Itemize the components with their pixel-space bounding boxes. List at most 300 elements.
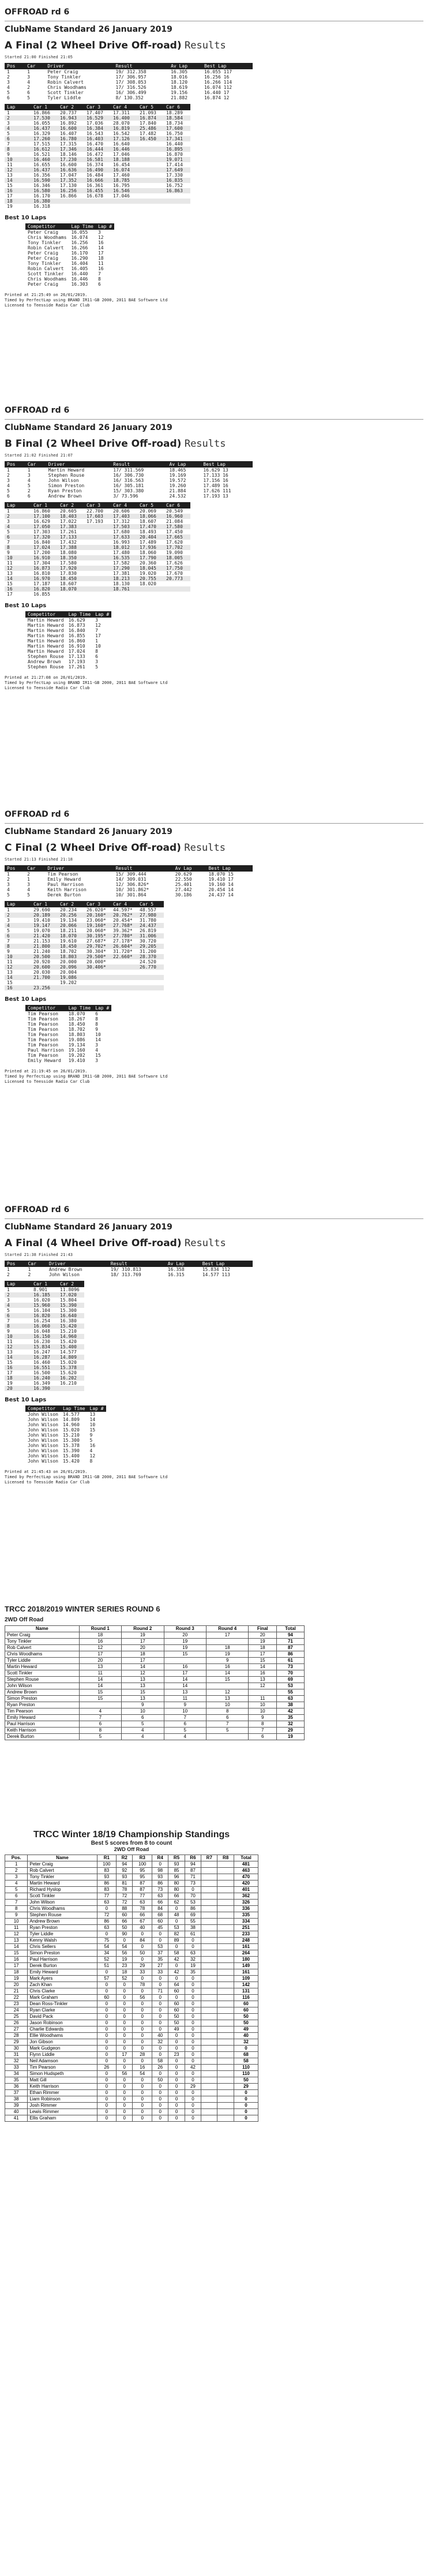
lap-cell: 20.096 xyxy=(58,964,84,970)
champ-cell: 0 xyxy=(185,2046,201,2052)
laps-row xyxy=(5,173,190,178)
champ-header-cell: R8 xyxy=(217,1855,234,1861)
laps-row xyxy=(5,167,190,173)
lap-cell: 8 xyxy=(5,147,31,152)
champ-cell: 48 xyxy=(168,1912,185,1919)
round-cell: 6 xyxy=(164,1721,206,1728)
laps-row xyxy=(5,115,190,121)
best-cell: 16.860 xyxy=(68,638,85,644)
results-cell: 1 xyxy=(28,1267,31,1272)
round-cell: Ryan Preston xyxy=(5,1702,80,1708)
lap-cell xyxy=(164,193,190,199)
champ-cell: 0 xyxy=(97,2058,117,2065)
results-cell: 18.070 15 xyxy=(208,872,234,877)
results-cell: 4 xyxy=(27,887,30,892)
champ-cell: 0 xyxy=(185,2109,201,2115)
champ-cell: 0 xyxy=(117,2109,133,2115)
champ-cell: Stephen Rouse xyxy=(28,1912,97,1919)
lap-cell: 17.503 xyxy=(111,524,137,529)
round-cell: 16 xyxy=(164,1664,206,1670)
lap-cell: 17.046 xyxy=(113,152,130,157)
lap-cell: 16.636 xyxy=(58,167,84,173)
results-cell: Emily Heward xyxy=(47,877,81,882)
best-cell: 3 xyxy=(95,1058,98,1063)
best-cell: 16.290 xyxy=(71,256,88,261)
best-cell: 3 xyxy=(95,659,98,664)
champ-cell: 18 xyxy=(5,1969,28,1976)
champ-cell: 0 xyxy=(117,1938,133,1944)
champ-cell: 0 xyxy=(168,2103,185,2109)
results-cell: 3 xyxy=(7,882,10,887)
best-cell: 18 xyxy=(97,256,104,261)
laps-row xyxy=(5,152,190,157)
results-cell: Andrew Brown xyxy=(48,1267,82,1272)
lap-cell: 24.437 xyxy=(137,923,164,928)
lap-cell: 20.920 xyxy=(33,959,50,964)
lap-cell: 12 xyxy=(5,167,31,173)
results-cell: 18/ 313.769 xyxy=(110,1272,141,1277)
round-cell: 18 xyxy=(207,1645,249,1651)
lap-cell xyxy=(84,529,111,534)
lap-cell: 17.840 xyxy=(140,121,156,126)
lap-cell: 14.809 xyxy=(58,1355,84,1360)
champ-cell: 80 xyxy=(168,1887,185,1893)
results-cell: 17.193 13 xyxy=(203,493,228,499)
round-cell: 14 xyxy=(122,1664,164,1670)
lap-cell: 16.437 xyxy=(31,126,58,131)
champ-cell: 87 xyxy=(133,1887,152,1893)
champ-cell: 27 xyxy=(5,2027,28,2033)
best-cell: 15.020 xyxy=(62,1427,80,1433)
lap-cell: 17.414 xyxy=(166,162,183,167)
laps-row xyxy=(5,560,190,566)
laps-header-row xyxy=(5,502,190,509)
round-cell: 9 xyxy=(122,1702,164,1708)
laps-row xyxy=(5,1375,84,1381)
results-cell: 2 xyxy=(7,877,10,882)
champ-cell: 53 xyxy=(152,1944,168,1950)
best-row xyxy=(25,1022,111,1027)
champ-cell xyxy=(217,1868,234,1874)
champ-cell xyxy=(217,2046,234,2052)
best-row xyxy=(25,644,111,649)
champ-cell: 68 xyxy=(152,1912,168,1919)
round-cell: 20 xyxy=(79,1658,121,1664)
champ-cell xyxy=(217,2109,234,2115)
round-cell: 9 xyxy=(249,1715,276,1721)
champ-row xyxy=(5,2046,258,2052)
laps-row xyxy=(5,514,190,519)
best-cell: 17.193 xyxy=(68,659,85,664)
round-row xyxy=(5,1734,305,1740)
lap-cell: 18.211 xyxy=(60,928,77,933)
results-cell: 21.884 xyxy=(169,488,186,493)
lap-cell: 16.892 xyxy=(60,121,77,126)
champ-cell: 0 xyxy=(234,2046,258,2052)
champ-cell: 0 xyxy=(117,2027,133,2033)
lap-cell: 7 xyxy=(7,939,10,944)
champ-cell: 90 xyxy=(117,1931,133,1938)
lap-cell xyxy=(111,975,137,980)
champ-cell: 0 xyxy=(234,2109,258,2115)
lap-cell: 17.290 xyxy=(111,566,137,571)
champ-cell: 0 xyxy=(97,2039,117,2046)
lap-cell: 20.454* xyxy=(113,918,133,923)
round-cell: 6 xyxy=(249,1734,276,1740)
champ-cell: 50 xyxy=(234,2077,258,2084)
race-times: Started 21:02 Finished 21:07 xyxy=(5,453,73,458)
lap-cell: 9 xyxy=(7,550,10,555)
champ-cell: 0 xyxy=(97,1906,117,1912)
round-row xyxy=(5,1689,305,1696)
round-cell: Scott Tinkler xyxy=(5,1670,80,1677)
champ-cell: 34 xyxy=(97,1950,117,1957)
lap-cell: 17.126 xyxy=(111,136,137,141)
laps-header-cell: Lap xyxy=(5,1281,31,1287)
lap-cell: 16.542 xyxy=(113,131,130,136)
champ-cell: Tim Pearson xyxy=(28,2065,97,2071)
lap-cell: 18.070 xyxy=(58,586,84,592)
lap-cell xyxy=(137,975,164,980)
lap-cell: 17.920 xyxy=(58,566,84,571)
champ-cell: 6 xyxy=(5,1893,28,1900)
lap-cell xyxy=(164,199,190,204)
lap-cell: 17.626 xyxy=(166,560,183,566)
round-cell: 14 xyxy=(164,1677,206,1683)
champ-cell xyxy=(201,1938,217,1944)
best-header-cell: Competitor xyxy=(25,611,66,618)
best-cell: Martin Heward xyxy=(28,628,64,633)
lap-cell: 16.450 xyxy=(137,136,164,141)
champ-cell: 40 xyxy=(133,1925,152,1931)
champ-row xyxy=(5,1887,258,1893)
lap-cell: 19.160* xyxy=(84,923,111,928)
champ-cell: 28 xyxy=(5,2033,28,2039)
round-header-cell: Round 2 xyxy=(122,1626,164,1632)
lap-cell: 25.486 xyxy=(137,126,164,131)
champ-cell: 0 xyxy=(185,2027,201,2033)
best-cell: 15.210 xyxy=(62,1433,80,1438)
champ-cell xyxy=(217,1944,234,1950)
best-cell: 12 xyxy=(97,235,104,240)
results-cell: 19.169 xyxy=(169,473,186,478)
best-cell: 14.809 xyxy=(62,1417,80,1422)
lap-cell: 27.980 xyxy=(137,913,164,918)
results-cell: 16.074 112 xyxy=(204,85,232,90)
champ-header-cell: Name xyxy=(28,1855,97,1861)
results-cell: 19.160 14 xyxy=(208,882,234,887)
champ-cell: 0 xyxy=(97,1969,117,1976)
champ-cell: 33 xyxy=(133,1969,152,1976)
champ-row xyxy=(5,2115,258,2122)
results-row xyxy=(5,882,253,887)
lap-cell: 17.381 xyxy=(113,571,130,576)
results-cell: 6 xyxy=(7,95,10,100)
champ-cell: 0 xyxy=(152,2001,168,2007)
best-cell: Scott Tinkler xyxy=(28,271,64,276)
champ-header-row xyxy=(5,1855,258,1861)
champ-cell: Matt Gill xyxy=(28,2077,97,2084)
champ-row xyxy=(5,1982,258,1988)
champ-cell: 58 xyxy=(234,2058,258,2065)
champ-row xyxy=(5,1880,258,1887)
champ-cell: Neil Adamson xyxy=(28,2058,97,2065)
lap-cell: 18.607 xyxy=(140,519,156,524)
champ-cell: 0 xyxy=(234,2090,258,2096)
lap-cell: 21.420 xyxy=(31,933,58,939)
champ-cell: 17 xyxy=(117,2052,133,2058)
champ-cell: 40 xyxy=(5,2109,28,2115)
lap-cell: 15.620 xyxy=(60,1370,77,1375)
lap-cell: 17.187 xyxy=(33,581,50,586)
laps-row xyxy=(5,571,190,576)
lap-cell: 6 xyxy=(5,1313,31,1318)
lap-cell: 16.600 xyxy=(58,126,84,131)
champ-cell: 35 xyxy=(5,2077,28,2084)
lap-cell: 28.370 xyxy=(137,954,164,959)
lap-cell: 17.260 xyxy=(31,136,58,141)
champ-cell: 0 xyxy=(185,1938,201,1944)
champ-cell: 0 xyxy=(133,2058,152,2065)
champ-cell: 9 xyxy=(5,1912,28,1919)
champ-cell: 326 xyxy=(234,1900,258,1906)
lap-cell xyxy=(84,204,111,209)
final-title xyxy=(5,40,423,51)
round-cell: 7 xyxy=(249,1728,276,1734)
round-cell: 17 xyxy=(79,1651,121,1658)
results-cell: John Wilson xyxy=(48,478,79,483)
laps-row xyxy=(5,1370,84,1375)
lap-cell: 16.855 xyxy=(33,592,50,597)
best-cell: 16.055 xyxy=(71,230,88,235)
lap-cell: 18.005 xyxy=(164,555,190,560)
footer xyxy=(5,1470,423,1485)
round-cell: 18 xyxy=(79,1632,121,1639)
champ-cell: 0 xyxy=(234,2115,258,2122)
lap-cell: 16.600 xyxy=(60,162,77,167)
champ-cell xyxy=(201,1893,217,1900)
champ-cell xyxy=(201,1931,217,1938)
lap-cell: 17.193 xyxy=(87,519,103,524)
best-row xyxy=(25,638,111,644)
lap-cell: 19.070 xyxy=(33,928,50,933)
round-cell: 4 xyxy=(164,1734,206,1740)
champ-cell xyxy=(201,2065,217,2071)
lap-cell: 16 xyxy=(5,1365,31,1370)
round-cell: 71 xyxy=(276,1639,304,1645)
lap-cell: 16.529 xyxy=(84,115,111,121)
best-cell: 12 xyxy=(95,623,101,628)
results-row xyxy=(5,892,253,898)
lap-cell xyxy=(137,204,164,209)
champ-cell: 78 xyxy=(117,1887,133,1893)
lap-cell: 18.188 xyxy=(111,157,137,162)
champ-cell xyxy=(201,1988,217,1995)
laps-row xyxy=(5,136,190,141)
lap-cell: 20.605 xyxy=(60,509,77,514)
lap-cell: 20.762* xyxy=(111,913,137,918)
best-cell: 16.440 xyxy=(71,271,88,276)
results-header-cell: Best Lap xyxy=(206,865,253,872)
lap-cell: 5 xyxy=(7,1308,10,1313)
champ-header-cell: R2 xyxy=(117,1855,133,1861)
lap-cell xyxy=(137,141,164,147)
champ-cell: 0 xyxy=(152,2027,168,2033)
lap-cell: 30.195* xyxy=(84,933,111,939)
lap-cell: 17.665 xyxy=(164,534,190,540)
laps-row xyxy=(5,964,164,970)
lap-cell: 17.600 xyxy=(164,126,190,131)
results-cell: 8/ 130.352 xyxy=(115,95,144,100)
round-cell: 19 xyxy=(164,1645,206,1651)
lap-cell: 17.407 xyxy=(87,110,103,115)
champ-cell: 50 xyxy=(234,2020,258,2027)
lap-cell: 20.549 xyxy=(166,509,183,514)
lap-cell xyxy=(111,970,137,975)
round-cell: Stephen Rouse xyxy=(5,1677,80,1683)
results-cell: 16.055 117 xyxy=(204,69,232,74)
lap-cell: 4 xyxy=(5,923,31,928)
lap-cell: 16.546 xyxy=(111,188,137,193)
results-cell: Chris Woodhams xyxy=(47,85,87,90)
best-laps-table xyxy=(25,611,111,670)
lap-cell: 26.770 xyxy=(137,964,164,970)
champ-cell xyxy=(217,1963,234,1969)
lap-cell: 17.670 xyxy=(166,571,183,576)
champ-row xyxy=(5,1988,258,1995)
champ-cell: 42 xyxy=(168,1957,185,1963)
results-cell: 4 xyxy=(7,483,10,488)
champ-cell: 39 xyxy=(5,2103,28,2109)
best-row xyxy=(25,623,111,628)
best-cell: Peter Craig xyxy=(28,251,58,256)
lap-cell xyxy=(58,985,84,990)
lap-cell: 17.130 xyxy=(60,183,77,188)
round-row xyxy=(5,1715,305,1721)
champ-cell: 20 xyxy=(5,1982,28,1988)
champ-cell: 0 xyxy=(117,2020,133,2027)
champ-cell: 60 xyxy=(168,1988,185,1995)
champ-header-cell: R3 xyxy=(133,1855,152,1861)
champ-cell: Simon Hudspeth xyxy=(28,2071,97,2077)
champ-row xyxy=(5,1950,258,1957)
champ-cell: 0 xyxy=(97,2046,117,2052)
champ-cell: 12 xyxy=(5,1931,28,1938)
champ-cell: 0 xyxy=(152,2084,168,2090)
lap-cell: 16.580 xyxy=(31,188,58,193)
champ-cell: 87 xyxy=(185,1868,201,1874)
best-cell: John Wilson xyxy=(28,1412,58,1417)
results-row xyxy=(5,90,253,95)
champ-cell: 0 xyxy=(117,1988,133,1995)
best-cell: 4 xyxy=(95,1048,98,1053)
champ-cell: 116 xyxy=(234,1995,258,2001)
laps-row xyxy=(5,933,164,939)
round-cell: 13 xyxy=(207,1696,249,1702)
lap-cell xyxy=(58,1386,84,1391)
champ-cell: Lewis Rimmer xyxy=(28,2109,97,2115)
best-cell: John Wilson xyxy=(28,1448,58,1453)
lap-cell: 19.090 xyxy=(166,550,183,555)
champ-cell: 0 xyxy=(168,2065,185,2071)
laps-row xyxy=(5,110,190,115)
best-cell: 3 xyxy=(95,1042,98,1048)
champ-cell: 50 xyxy=(168,2014,185,2020)
champ-cell: 0 xyxy=(97,2115,117,2122)
champ-cell: 0 xyxy=(117,1995,133,2001)
licensed-to: Licensed to Teesside Radio Car Club xyxy=(5,1079,90,1084)
champ-cell: 0 xyxy=(133,2103,152,2109)
lap-cell: 31.780 xyxy=(140,918,156,923)
champ-cell: 66 xyxy=(133,1912,152,1919)
round-row xyxy=(5,1677,305,1683)
lap-cell: 21.700 xyxy=(31,975,58,980)
lap-cell: 16.170 xyxy=(33,193,50,199)
lap-cell xyxy=(111,199,137,204)
champ-cell: 0 xyxy=(185,2020,201,2027)
champ-cell: 29 xyxy=(185,2084,201,2090)
champ-cell: 0 xyxy=(117,2090,133,2096)
best-row xyxy=(25,266,114,271)
results-cell: Tyler Liddle xyxy=(47,95,81,100)
champ-cell xyxy=(217,1931,234,1938)
lap-cell: 16.895 xyxy=(164,147,190,152)
final-name: A Final (4 Wheel Drive Off-road) xyxy=(5,1237,182,1249)
timed-by: Timed by PerfectLap using BRAND IR11-GB 2000, 2011 BAE Software Ltd xyxy=(5,1074,168,1079)
round-cell: 14 xyxy=(79,1677,121,1683)
round-cell: 4 xyxy=(122,1728,164,1734)
round-cell: 15 xyxy=(249,1658,276,1664)
round-cell: 15 xyxy=(79,1696,121,1702)
timed-by: Timed by PerfectLap using BRAND IR11-GB 2000, 2011 BAE Software Ltd xyxy=(5,298,168,302)
lap-cell: 16.384 xyxy=(84,126,111,131)
lap-cell: 17.046 xyxy=(113,193,130,199)
lap-cell: 20.600 xyxy=(31,964,58,970)
best-laps-table xyxy=(25,1005,111,1063)
lap-cell xyxy=(137,157,164,162)
champ-cell: 0 xyxy=(97,1982,117,1988)
best-cell: 16.256 xyxy=(71,240,88,245)
champ-cell: 52 xyxy=(97,1957,117,1963)
lap-cell: 10 xyxy=(5,1334,31,1339)
lap-cell: 17.024 xyxy=(31,545,58,550)
best-cell: Peter Craig xyxy=(28,256,58,261)
lap-cell: 18.080 xyxy=(60,550,77,555)
results-header-cell: Pos xyxy=(5,461,25,468)
lap-cell: 18.803 xyxy=(58,954,84,959)
champ-cell: 37 xyxy=(5,2090,28,2096)
champ-cell xyxy=(201,1874,217,1880)
best-cell: Andrew Brown xyxy=(28,659,61,664)
lap-cell: 16.521 xyxy=(33,152,50,157)
lap-cell: 10 xyxy=(5,157,31,162)
best-cell: Emily Heward xyxy=(28,1058,61,1063)
champ-cell: 0 xyxy=(168,1963,185,1969)
results-cell: 2 xyxy=(27,488,31,493)
round-cell: 17 xyxy=(164,1670,206,1677)
lap-cell xyxy=(84,571,111,576)
lap-cell: 15 xyxy=(7,980,13,985)
champ-row xyxy=(5,2058,258,2065)
results-cell: 4 xyxy=(27,80,30,85)
best-cell: 17.024 xyxy=(68,649,85,654)
lap-cell: 1 xyxy=(7,509,10,514)
laps-row xyxy=(5,949,164,954)
lap-cell: 16.629 xyxy=(33,519,50,524)
champ-cell: 50 xyxy=(234,2014,258,2020)
champ-cell: 63 xyxy=(97,1900,117,1906)
champ-cell xyxy=(217,2071,234,2077)
